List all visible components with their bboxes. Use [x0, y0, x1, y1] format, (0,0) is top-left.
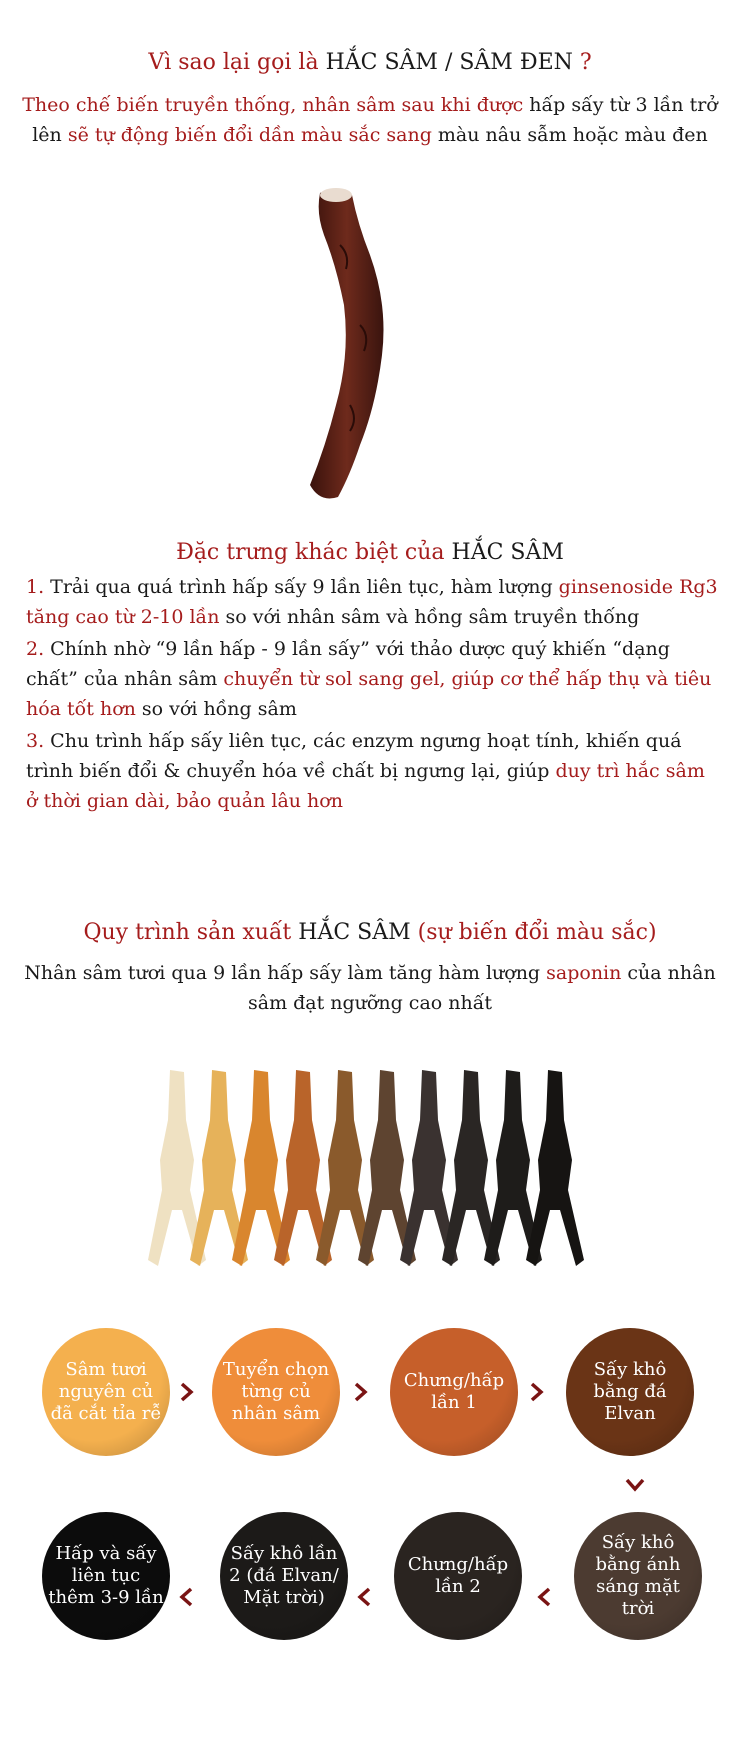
step-circle-8	[42, 1512, 170, 1640]
black-ginseng-root-image	[280, 185, 430, 505]
intro-black-1: hấp sấy từ 3 lần trở lên	[32, 94, 718, 146]
section2-title-red: Đặc trưng khác biệt của	[176, 540, 452, 565]
section1-title-red: Vì sao lại gọi là	[148, 50, 326, 75]
sub-black-2: của nhân sâm đạt ngưỡng cao nhất	[247, 962, 716, 1014]
section2-title	[0, 540, 740, 565]
feature-number: 2.	[26, 638, 45, 660]
section3-title-black: HẮC SÂM	[298, 920, 411, 945]
chevron-right-icon	[176, 1381, 198, 1403]
feature-text-end: so với nhân sâm và hồng sâm truyền thống	[219, 606, 640, 628]
chevron-down-icon	[624, 1474, 646, 1496]
step-label: Sấy khô bằng đá Elvan	[593, 1359, 667, 1424]
feature-highlight: ginsenoside Rg3 tăng cao từ 2-10 lần	[26, 576, 718, 628]
sub-red: saponin	[546, 962, 622, 984]
step-circle-4	[566, 1328, 694, 1456]
feature-item-3	[26, 726, 722, 816]
section3-subtitle	[20, 958, 720, 1018]
feature-highlight: duy trì hắc sâm ở thời gian dài, bảo quản lâu hơn	[26, 760, 705, 812]
step-circle-2	[212, 1328, 340, 1456]
intro-red-1: Theo chế biến truyền thống, nhân sâm sau khi được	[22, 94, 524, 116]
chevron-right-icon	[350, 1381, 372, 1403]
step-circle-7	[220, 1512, 348, 1640]
feature-text: Chính nhờ “9 lần hấp - 9 lần sấy” với thảo dược quý khiến “dạng chất” của nhân sâm	[26, 638, 670, 690]
section3-title-red: Quy trình sản xuất	[83, 920, 299, 945]
feature-highlight: chuyển từ sol sang gel, giúp cơ thể hấp thụ và tiêu hóa tốt hơn	[26, 668, 712, 720]
feature-number: 1.	[26, 576, 45, 598]
chevron-right-icon	[526, 1381, 548, 1403]
step-label: Sấy khô lần 2 (đá Elvan/ Mặt trời)	[229, 1543, 339, 1608]
step-label: Hấp và sấy liên tục thêm 3-9 lần	[48, 1543, 164, 1608]
step-circle-6	[394, 1512, 522, 1640]
intro-black-2: màu nâu sẫm hoặc màu đen	[431, 124, 708, 146]
section3-title	[0, 920, 740, 945]
feature-text-end: so với hồng sâm	[135, 698, 297, 720]
feature-item-2	[26, 634, 722, 724]
feature-item-1	[26, 572, 722, 632]
feature-text: Chu trình hấp sấy liên tục, các enzym ngưng hoạt tính, khiến quá trình biến đổi & chuyển hóa về chất bị ngưng lại, giúp	[26, 730, 682, 782]
section1-title	[0, 50, 740, 75]
feature-text: Trải qua quá trình hấp sấy 9 lần liên tục, hàm lượng	[44, 576, 559, 598]
features-list	[26, 572, 722, 818]
step-circle-3	[390, 1328, 518, 1456]
step-label: Sấy khô bằng ánh sáng mặt trời	[595, 1532, 681, 1619]
section1-intro	[20, 90, 720, 150]
step-circle-5	[574, 1512, 702, 1640]
chevron-left-icon	[354, 1586, 376, 1608]
section1-title-mark: ?	[572, 50, 592, 75]
ginseng-color-transformation-image	[130, 1060, 610, 1300]
chevron-left-icon	[176, 1586, 198, 1608]
sub-black-1: Nhân sâm tươi qua 9 lần hấp sấy làm tăng hàm lượng	[24, 962, 547, 984]
step-label: Sâm tươi nguyên củ đã cắt tỉa rễ	[50, 1359, 162, 1424]
section1-title-black: HẮC SÂM / SÂM ĐEN	[325, 50, 573, 75]
step-label: Chưng/hấp lần 2	[407, 1554, 509, 1597]
step-label: Chưng/hấp lần 1	[403, 1370, 505, 1413]
step-circle-1	[42, 1328, 170, 1456]
chevron-left-icon	[534, 1586, 556, 1608]
step-label: Tuyển chọn từng củ nhân sâm	[222, 1359, 330, 1424]
section3-title-red-2: (sự biến đổi màu sắc)	[410, 920, 657, 945]
feature-number: 3.	[26, 730, 45, 752]
intro-red-2: sẽ tự động biến đổi dần màu sắc sang	[67, 124, 432, 146]
ginseng-root-shape	[526, 1070, 584, 1266]
section2-title-black: HẮC SÂM	[451, 540, 564, 565]
